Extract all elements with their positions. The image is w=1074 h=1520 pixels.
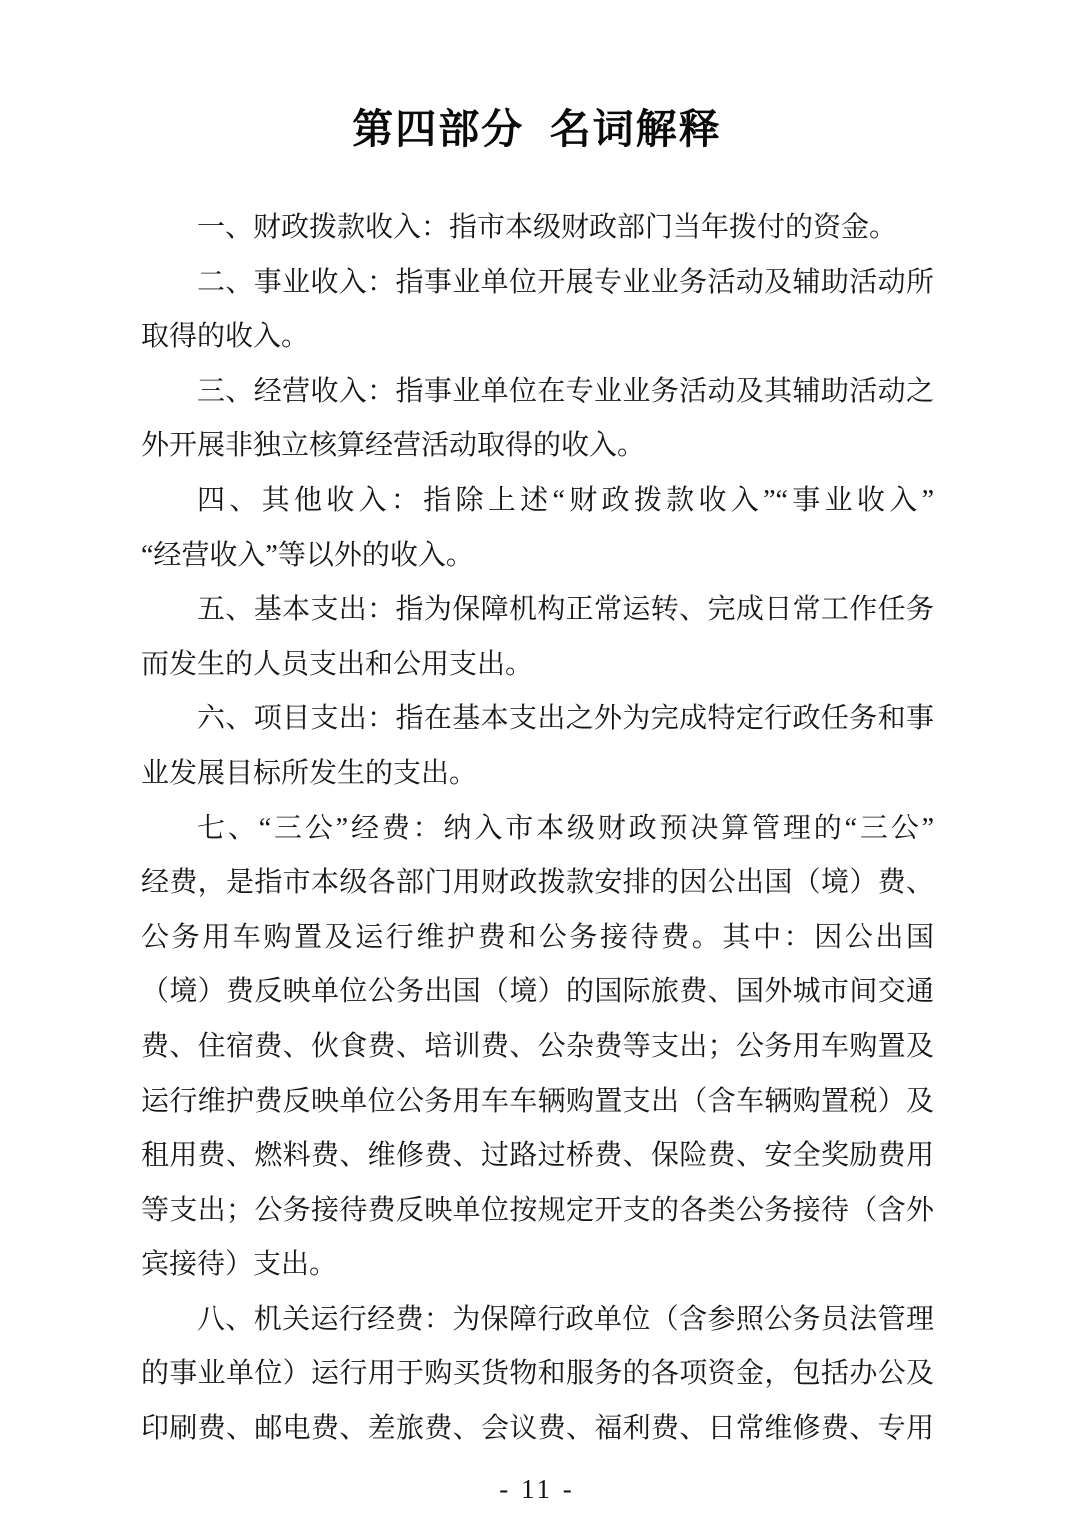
paragraph-business-income	[141, 365, 934, 474]
text-line: 宾接待）支出。	[141, 1249, 338, 1281]
text-line: 六、项目支出：指在基本支出之外为完成特定行政任务和事	[197, 703, 934, 735]
text-line: 五、基本支出：指为保障机构正常运转、完成日常工作任务	[197, 594, 934, 626]
paragraph-operating-income	[141, 256, 934, 365]
text-line: 取得的收入。	[141, 321, 310, 353]
text-line: 运行维护费反映单位公务用车车辆购置支出（含车辆购置税）及	[141, 1085, 934, 1117]
text-line: 费、住宿费、伙食费、培训费、公杂费等支出；公务用车购置及	[141, 1030, 934, 1062]
page-title: 第四部分 名词解释	[352, 106, 722, 152]
paragraph-other-income	[141, 474, 934, 583]
paragraph-fiscal-appropriation-income	[141, 201, 934, 256]
text-line: （境）费反映单位公务出国（境）的国际旅费、国外城市间交通	[141, 976, 934, 1008]
text-line: 公务用车购置及运行维护费和公务接待费。其中：因公出国	[141, 921, 934, 953]
paragraph-three-public-funds	[141, 802, 934, 1293]
text-line: “经营收入”等以外的收入。	[141, 539, 474, 571]
document-body	[141, 201, 934, 1457]
text-line: 经费，是指市本级各部门用财政拨款安排的因公出国（境）费、	[141, 867, 934, 899]
text-line: 八、机关运行经费：为保障行政单位（含参照公务员法管理	[197, 1303, 934, 1335]
text-line: 而发生的人员支出和公用支出。	[141, 648, 534, 680]
text-line: 的事业单位）运行用于购买货物和服务的各项资金，包括办公及	[141, 1358, 934, 1390]
text-line: 业发展目标所发生的支出。	[141, 757, 478, 789]
text-line: 四、其他收入：指除上述“财政拨款收入”“事业收入”	[197, 484, 934, 516]
page-number: - 11 -	[499, 1474, 575, 1504]
text-line: 七、“三公”经费：纳入市本级财政预决算管理的“三公”	[197, 812, 934, 844]
paragraph-project-expenditure	[141, 692, 934, 801]
text-line: 印刷费、邮电费、差旅费、会议费、福利费、日常维修费、专用	[141, 1413, 934, 1445]
text-line: 租用费、燃料费、维修费、过路过桥费、保险费、安全奖励费用	[141, 1140, 934, 1172]
text-line: 二、事业收入：指事业单位开展专业业务活动及辅助活动所	[197, 266, 934, 298]
paragraph-basic-expenditure	[141, 583, 934, 692]
text-line: 外开展非独立核算经营活动取得的收入。	[141, 430, 646, 462]
text-line: 一、财政拨款收入：指市本级财政部门当年拨付的资金。	[197, 212, 898, 243]
text-line: 等支出；公务接待费反映单位按规定开支的各类公务接待（含外	[141, 1194, 934, 1226]
paragraph-agency-operating-funds	[141, 1293, 934, 1457]
text-line: 三、经营收入：指事业单位在专业业务活动及其辅助活动之	[197, 375, 934, 407]
